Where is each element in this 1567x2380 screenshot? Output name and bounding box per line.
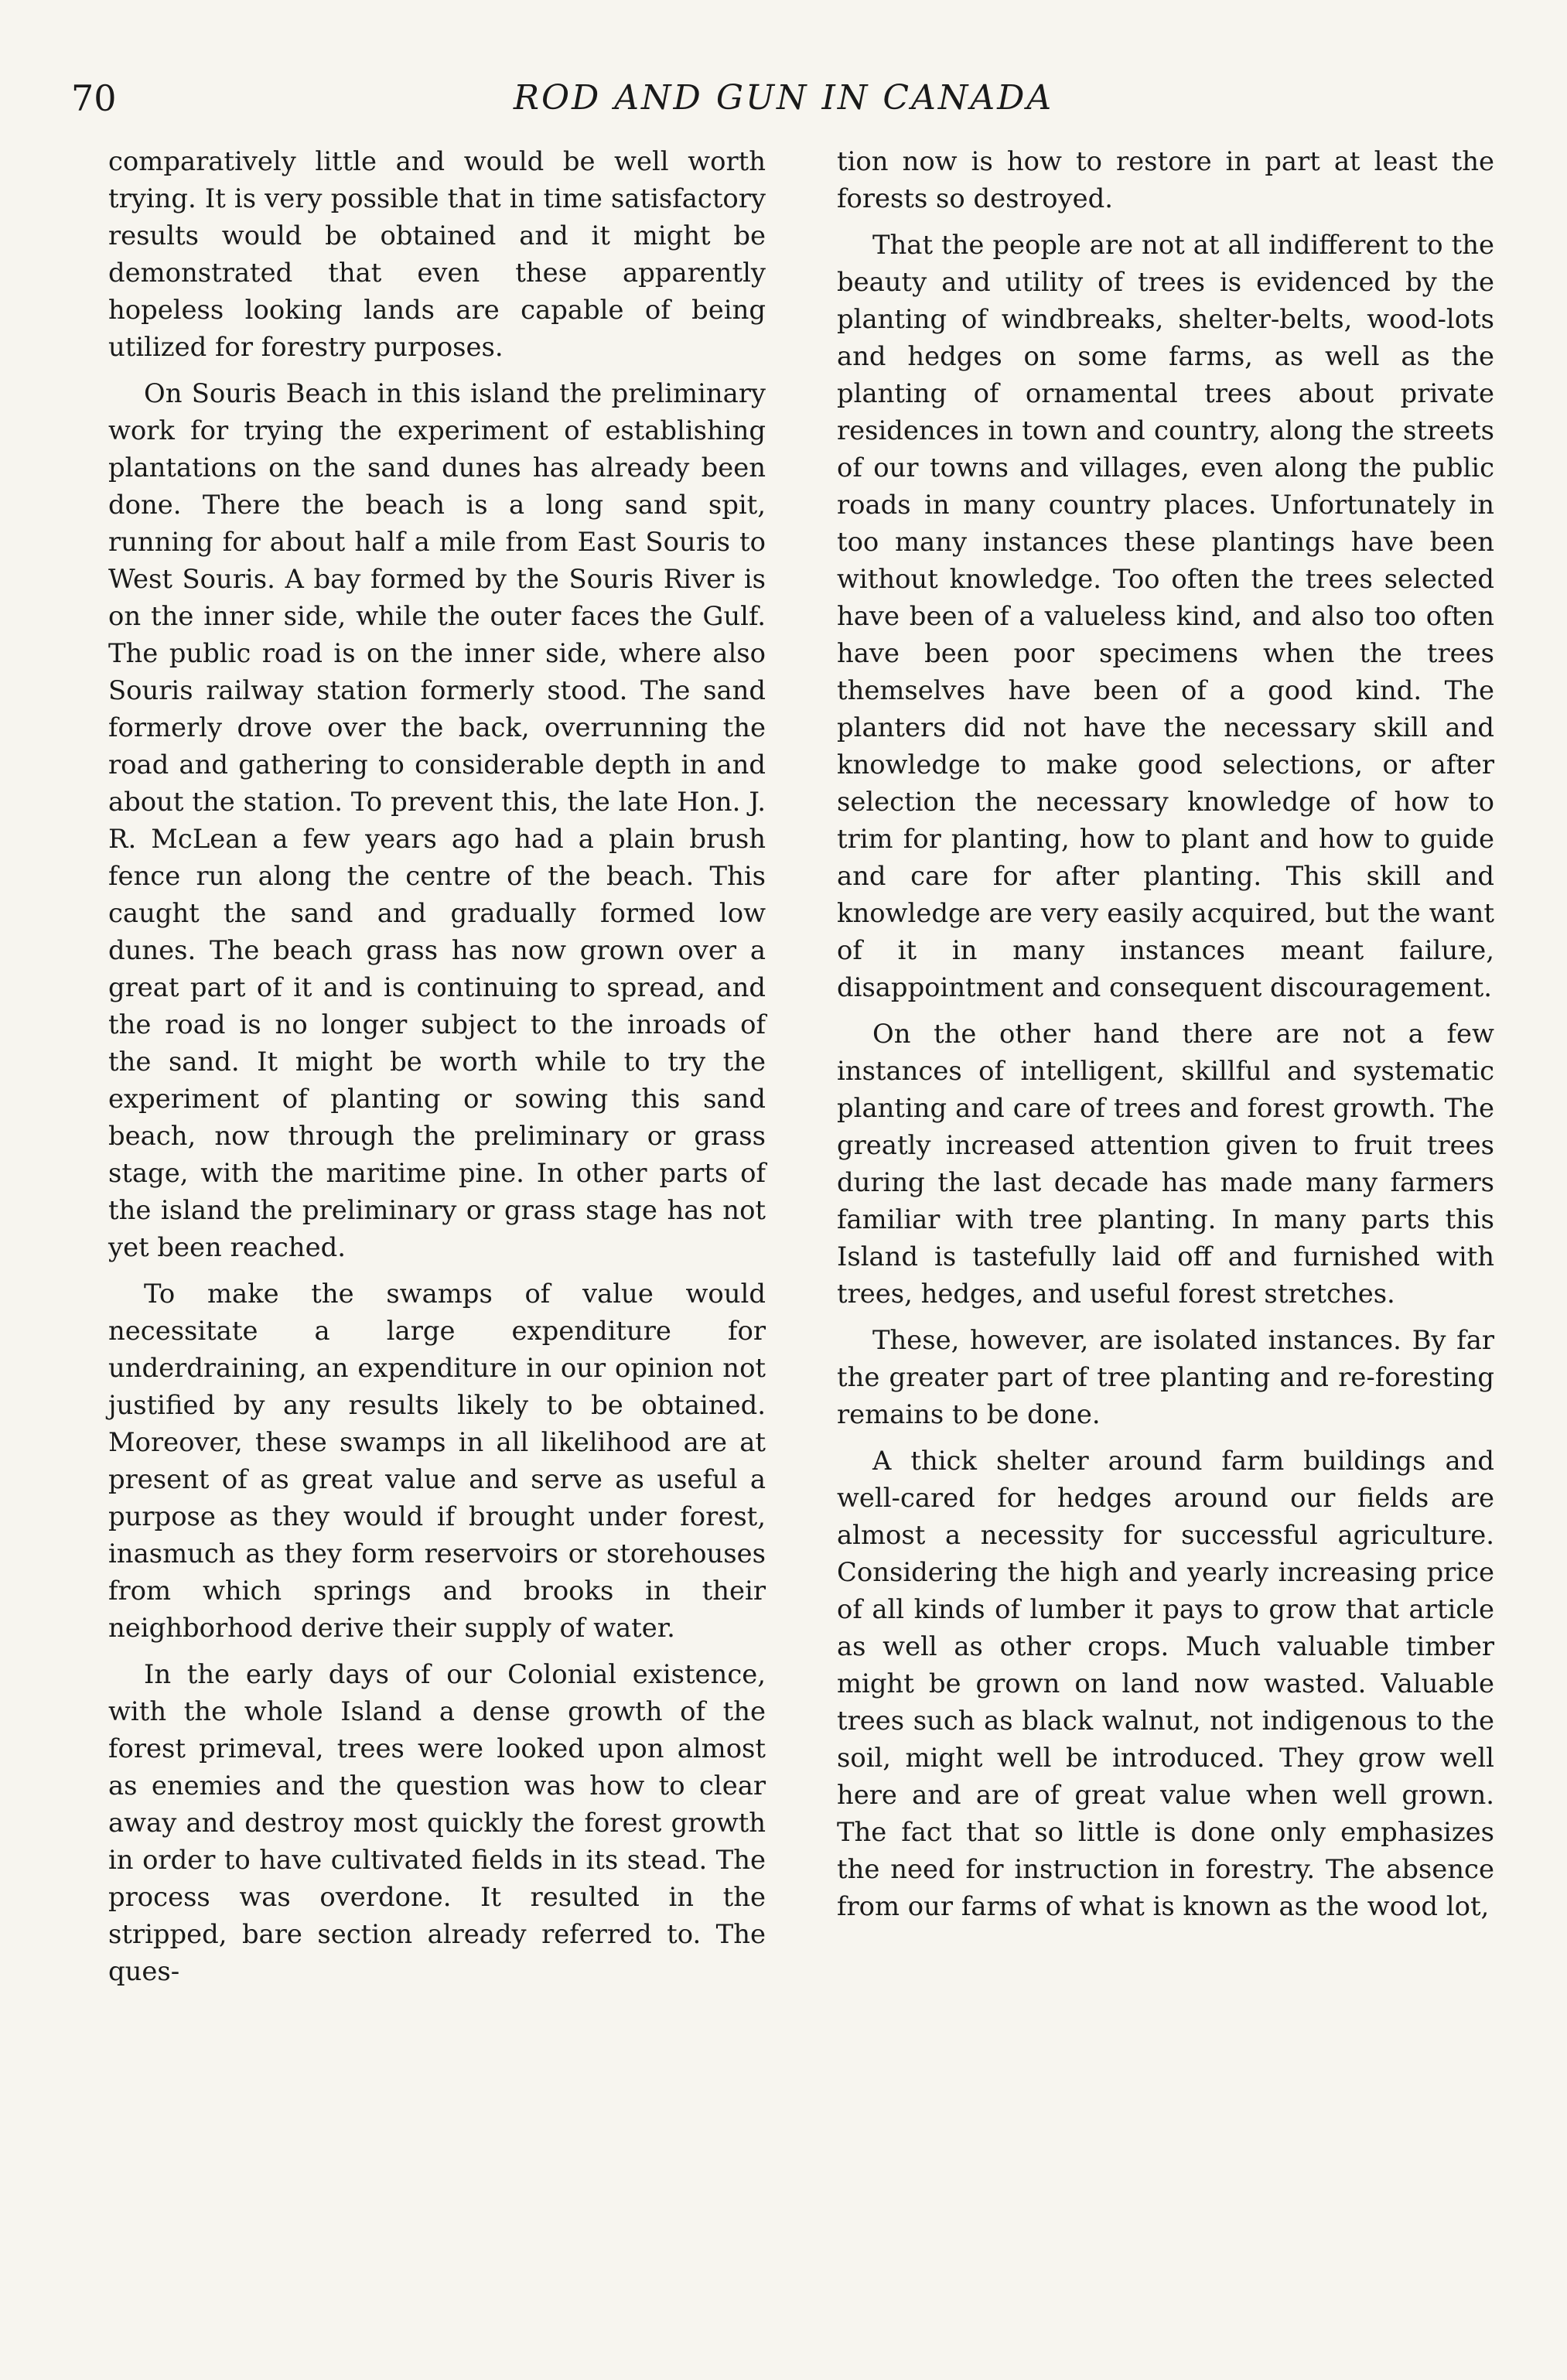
- paragraph: In the early days of our Colonial existence, with the whole Island a dense growth of the forest primeval, trees were looked upon almost as enemies and the question was how to clear away and destroy most quickly the forest growth in order to have cultivated fields in its stead. The process was overdone. It resulted in the stripped, bare section already referred to. The ques-: [108, 1659, 766, 1986]
- paragraph: On Souris Beach in this island the preliminary work for trying the experiment of establishing plantations on the sand dunes has already been done. There the beach is a long sand spit, running for about half a mile from East Souris to West Souris. A bay formed by the Souris River is on the inner side, while the outer faces the Gulf. The public road is on the inner side, where also Souris railway station formerly stood. The sand formerly drove over the back, overrunning the road and gathering to considerable depth in and about the station. To prevent this, the late Hon. J. R. McLean a few years ago had a plain brush fence run along the centre of the beach. This caught the sand and gradually formed low dunes. The beach grass has now grown over a great part of it and is continuing to spread, and the road is no longer subject to the inroads of the sand. It might be worth while to try the experiment of planting or sowing this sand beach, now through the preliminary or grass stage, with the maritime pine. In other parts of the island the preliminary or grass stage has not yet been reached.: [108, 378, 766, 1262]
- left-column: [108, 143, 766, 1999]
- running-title: ROD AND GUN IN CANADA: [513, 78, 1054, 118]
- paragraph: These, however, are isolated instances. By far the greater part of tree planting and re-foresting remains to be done.: [837, 1325, 1494, 1429]
- paragraph: To make the swamps of value would necessitate a large expenditure for underdraining, an expenditure in our opinion not justified by any results likely to be obtained. Moreover, these swamps in all likelihood are at present of as great value and serve as useful a purpose as they would if brought under forest, inasmuch as they form reservoirs or storehouses from which springs and brooks in their neighborhood derive their supply of water.: [108, 1279, 766, 1643]
- paragraph: That the people are not at all indifferent to the beauty and utility of trees is evidenced by the planting of windbreaks, shelter-belts, wood-lots and hedges on some farms, as well as the planting of ornamental trees about private residences in town and country, along the streets of our towns and villages, even along the public roads in many country places. Unfortunately in too many instances these plantings have been without knowledge. Too often the trees selected have been of a valueless kind, and also too often have been poor specimens when the trees themselves have been of a good kind. The planters did not have the necessary skill and knowledge to make good selections, or after selection the necessary knowledge of how to trim for planting, how to plant and how to guide and care for after planting. This skill and knowledge are very easily acquired, but the want of it in many instances meant failure, disappointment and consequent discouragement.: [837, 230, 1494, 1002]
- paragraph: A thick shelter around farm buildings and well-cared for hedges around our fields are almost a necessity for successful agriculture. Considering the high and yearly increasing price of all kinds of lumber it pays to grow that article as well as other crops. Much valuable timber might be grown on land now wasted. Valuable trees such as black walnut, not indigenous to the soil, might well be introduced. They grow well here and are of great value when well grown. The fact that so little is done only emphasizes the need for instruction in forestry. The absence from our farms of what is known as the wood lot,: [837, 1446, 1494, 1921]
- paragraph: On the other hand there are not a few instances of intelligent, skillful and systematic planting and care of trees and forest growth. The greatly increased attention given to fruit trees during the last decade has made many farmers familiar with tree planting. In many parts this Island is tastefully laid off and furnished with trees, hedges, and useful forest stretches.: [837, 1019, 1494, 1309]
- page-header: [71, 71, 1496, 125]
- right-column: [837, 143, 1494, 1934]
- page-number: 70: [71, 77, 117, 119]
- paragraph: comparatively little and would be well worth trying. It is very possible that in time satisfactory results would be obtained and it might be demonstrated that even these apparently hopeless looking lands are capable of being utilized for forestry purposes.: [108, 146, 766, 362]
- paragraph: tion now is how to restore in part at least the forests so destroyed.: [837, 146, 1494, 213]
